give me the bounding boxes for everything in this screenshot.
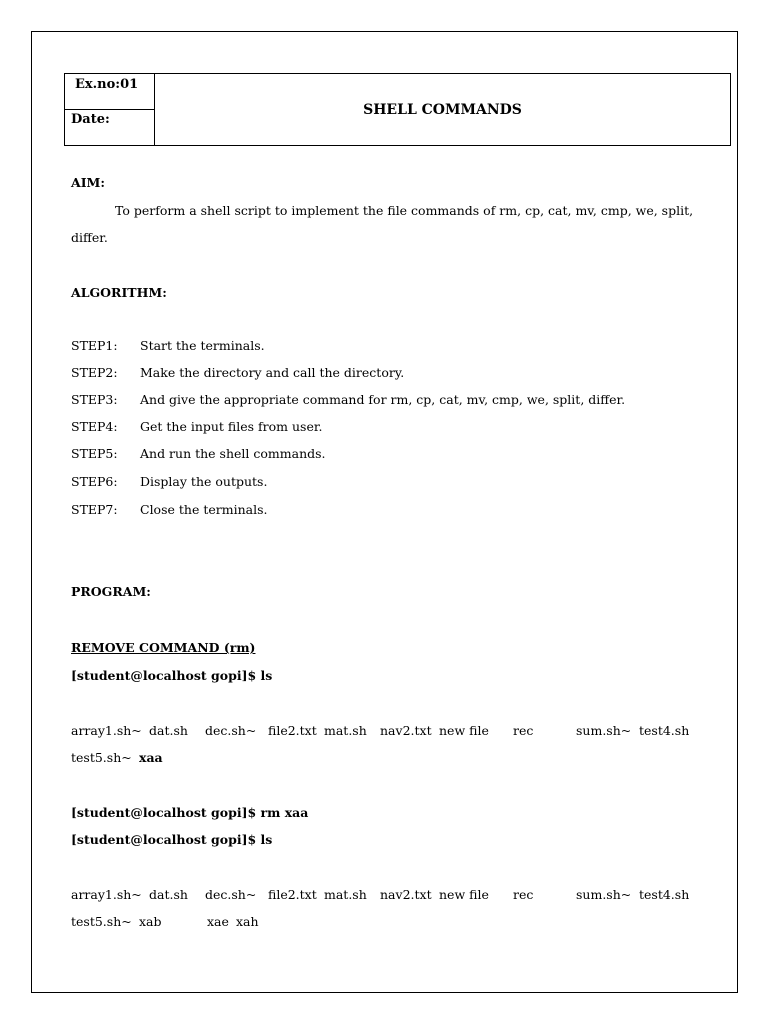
ls-item: nav2.txt <box>380 887 432 902</box>
step-text: Get the input files from user. <box>140 419 323 434</box>
step-text: And give the appropriate command for rm, cp, cat, mv, cmp, we, split, differ. <box>140 392 626 407</box>
ls-item: new file <box>439 887 489 902</box>
step-label: STEP5: <box>71 446 118 461</box>
command-line: [student@localhost gopi]$ ls <box>71 832 273 847</box>
ls-item: array1.sh~ <box>71 723 142 738</box>
step-text: And run the shell commands. <box>140 446 326 461</box>
command-line: [student@localhost gopi]$ ls <box>71 668 273 683</box>
step-label: STEP1: <box>71 338 118 353</box>
step-label: STEP6: <box>71 474 118 489</box>
step-label: STEP3: <box>71 392 118 407</box>
step-label: STEP2: <box>71 365 118 380</box>
step-text: Close the terminals. <box>140 502 268 517</box>
ls-item: sum.sh~ <box>576 887 632 902</box>
step-text: Start the terminals. <box>140 338 265 353</box>
ls-item: mat.sh <box>324 723 367 738</box>
ls-item: test5.sh~ <box>71 750 132 765</box>
aim-text-line2: differ. <box>71 230 108 245</box>
header-left-column <box>65 74 155 145</box>
ls-item: rec <box>513 887 534 902</box>
exno-label: Ex.no:01 <box>75 77 139 92</box>
ls-item: array1.sh~ <box>71 887 142 902</box>
ls-item: test4.sh <box>639 723 690 738</box>
ls-item: mat.sh <box>324 887 367 902</box>
ls-item: dec.sh~ <box>205 887 257 902</box>
aim-text-line1: To perform a shell script to implement the file commands of rm, cp, cat, mv, cmp, we, split, <box>115 203 694 218</box>
step-label: STEP7: <box>71 502 118 517</box>
ls-item: dec.sh~ <box>205 723 257 738</box>
ls-item: file2.txt <box>268 887 317 902</box>
command-line: [student@localhost gopi]$ rm xaa <box>71 805 309 820</box>
exno-cell <box>65 74 154 110</box>
ls-item: test4.sh <box>639 887 690 902</box>
ls-item: xaa <box>139 750 163 765</box>
header-table <box>64 73 731 146</box>
ls-item: dat.sh <box>149 723 188 738</box>
ls-item: dat.sh <box>149 887 188 902</box>
ls-item: xab <box>139 914 162 929</box>
remove-command-heading: REMOVE COMMAND (rm) <box>71 640 256 655</box>
aim-heading: AIM: <box>71 175 105 190</box>
ls-item: xah <box>236 914 259 929</box>
ls-item: file2.txt <box>268 723 317 738</box>
ls-item: xae <box>207 914 229 929</box>
ls-item: new file <box>439 723 489 738</box>
step-label: STEP4: <box>71 419 118 434</box>
step-text: Display the outputs. <box>140 474 268 489</box>
ls-item: test5.sh~ <box>71 914 132 929</box>
step-text: Make the directory and call the directory. <box>140 365 405 380</box>
ls-item: rec <box>513 723 534 738</box>
program-heading: PROGRAM: <box>71 584 151 599</box>
document-title: SHELL COMMANDS <box>363 101 522 118</box>
date-label: Date: <box>71 112 110 127</box>
algorithm-heading: ALGORITHM: <box>71 285 167 300</box>
ls-item: nav2.txt <box>380 723 432 738</box>
page-border <box>31 31 738 993</box>
ls-item: sum.sh~ <box>576 723 632 738</box>
